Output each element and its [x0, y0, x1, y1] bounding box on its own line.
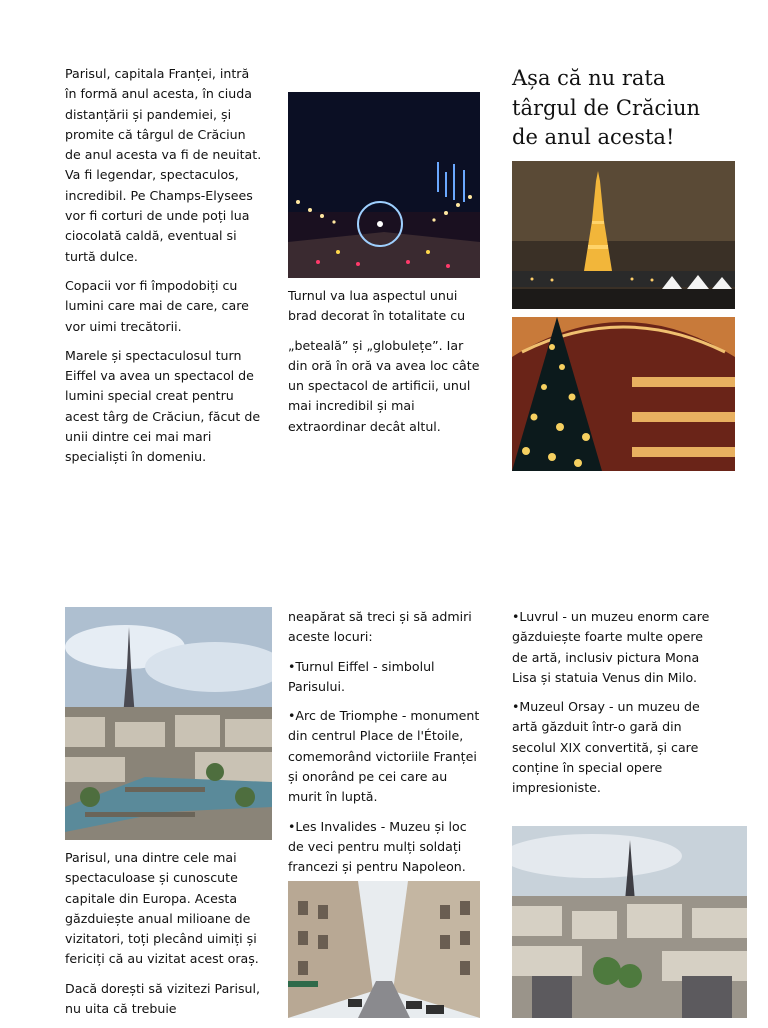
paris-seine-eiffel-photo [65, 607, 272, 840]
paragraph: Parisul, capitala Franței, intră în formă anul acesta, în ciuda distanțării și pandemiei, și promite că târgul de Crăciun de anul acesta va fi de neuitat. Va fi legendar, spectaculos, incredibil. Pe Champs-Elysees vor fi corturi de unde poți lua ciocolată caldă, eventual si turtă dulce. [65, 66, 262, 264]
paris-street-photo [288, 881, 480, 1018]
galeries-lafayette-christmas-tree-photo [512, 317, 735, 471]
list-item: •Luvrul - un muzeu enorm care găzduiește foarte multe opere de artă, inclusiv pictura Mona Lisa și statuia Venus din Milo. [512, 609, 710, 685]
top-left-column [65, 64, 263, 477]
page-heading: Așa că nu rata târgul de Crăciun de anul acesta! [512, 66, 701, 149]
top-right-column [512, 64, 732, 153]
paragraph: Copacii vor fi împodobiți cu lumini care mai de care, care vor uimi trecătorii. [65, 277, 249, 334]
paragraph: Dacă dorești să vizitezi Parisul, nu uita că trebuie [65, 980, 261, 1017]
bottom-right-column [512, 607, 712, 808]
list-item: •Arc de Triomphe - monument din centrul Place de l'Étoile, comemorând victoriile Franței și onorând pe cei care au murit în luptă. [288, 708, 480, 805]
paris-rooftops-eiffel-photo [512, 826, 747, 1018]
list-item: •Turnul Eiffel - simbolul Parisului. [288, 658, 435, 694]
paragraph: Parisul, una dintre cele mai spectaculoase și cunoscute capitale din Europa. Acesta găzduiește anual milioane de vizitatori, toți plecând uimiți și fericiți că au vizitat acest oraș. [65, 850, 259, 967]
eiffel-tower-night-photo [512, 161, 735, 309]
list-item: •Les Invalides - Muzeu și loc de veci pentru mulți soldați francezi și pentru Napoleon. [288, 818, 467, 875]
paragraph: Turnul va lua aspectul unui brad decorat în totalitate cu [288, 288, 466, 324]
bottom-left-column [65, 848, 263, 1028]
champs-elysees-night-photo [288, 92, 480, 278]
list-item: •Muzeul Orsay - un muzeu de artă găzduit într-o gară din secolul XIX convertită, și care conține în special opere impresioniste. [512, 699, 700, 796]
paragraph: neapărat să treci și să admiri aceste locuri: [288, 609, 472, 645]
paragraph: „beteală” și „globulețe”. Iar din oră în oră va avea loc câte un spectacol de artificii, unul mai incredibil și mai extraordinar decât altul. [288, 337, 480, 434]
paragraph: Marele și spectaculosul turn Eiffel va avea un spectacol de lumini special creat pentru acest târg de Crăciun, făcut de unii dintre cei mai mari specialiști în domeniu. [65, 347, 261, 465]
bottom-middle-column [288, 607, 480, 887]
top-middle-column [288, 286, 480, 446]
